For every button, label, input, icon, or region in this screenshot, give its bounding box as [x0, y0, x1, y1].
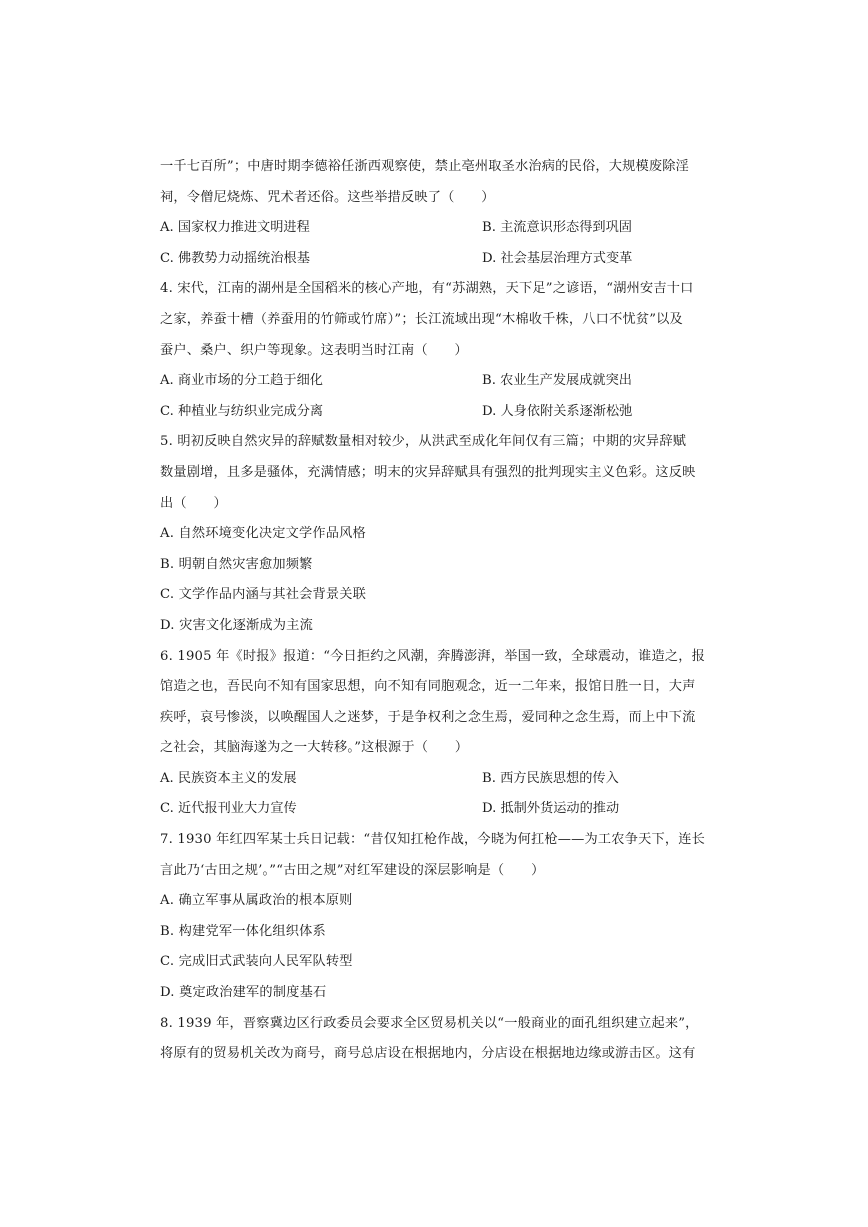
option-d: D. 社会基层治理方式变革: [482, 250, 633, 266]
question-text-line: 祠，令僧尼烧炼、咒术者还俗。这些举措反映了（ ）: [160, 189, 495, 205]
option-b: B. 构建党军一体化组织体系: [160, 923, 326, 939]
option-a: A. 自然环境变化决定文学作品风格: [160, 526, 366, 542]
question-6: [160, 642, 716, 826]
option-d: D. 奠定政治建军的制度基石: [160, 985, 327, 1001]
option-c: C. 佛教势力动摇统治根基: [160, 250, 310, 266]
options-row: [160, 397, 716, 428]
option-d: D. 人身依附关系逐渐松弛: [482, 403, 633, 419]
exam-page: [160, 152, 716, 1070]
question-text-line: 一千七百所”；中唐时期李德裕任浙西观察使，禁止亳州取圣水治病的民俗，大规模废除淫: [160, 159, 690, 174]
option-b: B. 明朝自然灾害愈加频繁: [160, 556, 313, 572]
question-5: [160, 427, 716, 641]
option-d: D. 灾害文化逐渐成为主流: [160, 617, 313, 633]
options-row: [160, 764, 716, 795]
options-row: [160, 244, 716, 275]
option-d: D. 抵制外货运动的推动: [482, 801, 620, 817]
option-c: C. 近代报刊业大力宣传: [160, 801, 297, 817]
question-8: [160, 1009, 716, 1070]
question-text-line: 将原有的贸易机关改为商号，商号总店设在根据地内，分店设在根据地边缘或游击区。这有: [160, 1046, 696, 1062]
question-text-line: 7. 1930 年红四军某士兵日记载：“昔仅知扛枪作战，今晓为何扛枪——为工农争天下，连长: [160, 832, 706, 848]
options-row: [160, 366, 716, 397]
option-b: B. 农业生产发展成就突出: [482, 373, 632, 389]
option-c: C. 完成旧式武装向人民军队转型: [160, 954, 353, 970]
option-b: B. 西方民族思想的传入: [482, 770, 619, 786]
option-a: A. 确立军事从属政治的根本原则: [160, 893, 353, 909]
question-text-line: 5. 明初反映自然灾异的辞赋数量相对较少，从洪武至成化年间仅有三篇；中期的灾异辞赋: [160, 434, 687, 450]
question-text-line: 出（ ）: [160, 495, 227, 511]
question-text-line: 6. 1905 年《时报》报道：“今日拒约之风潮，奔腾澎湃，举国一致，全球震动，谁造之，报: [160, 648, 706, 664]
question-text-line: 4. 宋代，江南的湖州是全国稻米的核心产地，有“苏湖熟，天下足”之谚语，“湖州安吉十口: [160, 281, 694, 297]
question-text-line: 数量剧增，且多是骚体，充满情感；明末的灾异辞赋具有强烈的批判现实主义色彩。这反映: [160, 464, 696, 480]
question-text-line: 之家，养蚕十槽（养蚕用的竹筛或竹席）”；长江流域出现“木棉收千株，八口不忧贫”以及: [160, 311, 683, 327]
question-text-line: 疾呼，哀号惨淡，以唤醒国人之迷梦，于是争权利之念生焉，爱同种之念生焉，而上中下流: [160, 709, 696, 725]
question-3: [160, 152, 716, 274]
options-row: [160, 213, 716, 244]
question-text-line: 之社会，其脑海遂为之一大转移。”这根源于（ ）: [160, 740, 469, 756]
question-text-line: 言此乃‘古田之规’。”“古田之规”对红军建设的深层影响是（ ）: [160, 862, 545, 878]
question-text-line: 蚕户、桑户、织户等现象。这表明当时江南（ ）: [160, 342, 468, 358]
question-4: [160, 274, 716, 427]
question-7: [160, 825, 716, 1009]
option-a: A. 商业市场的分工趋于细化: [160, 373, 323, 389]
option-b: B. 主流意识形态得到巩固: [482, 220, 632, 236]
option-a: A. 国家权力推进文明进程: [160, 220, 310, 236]
options-row: [160, 794, 716, 825]
option-c: C. 种植业与纺织业完成分离: [160, 403, 324, 419]
question-text-line: 8. 1939 年，晋察冀边区行政委员会要求全区贸易机关以“一般商业的面孔组织建立起来”，: [160, 1015, 699, 1031]
option-c: C. 文学作品内涵与其社会背景关联: [160, 587, 367, 603]
question-text-line: 馆造之也，吾民向不知有国家思想，向不知有同胞观念，近一二年来，报馆日胜一日，大声: [160, 679, 696, 695]
option-a: A. 民族资本主义的发展: [160, 770, 297, 786]
